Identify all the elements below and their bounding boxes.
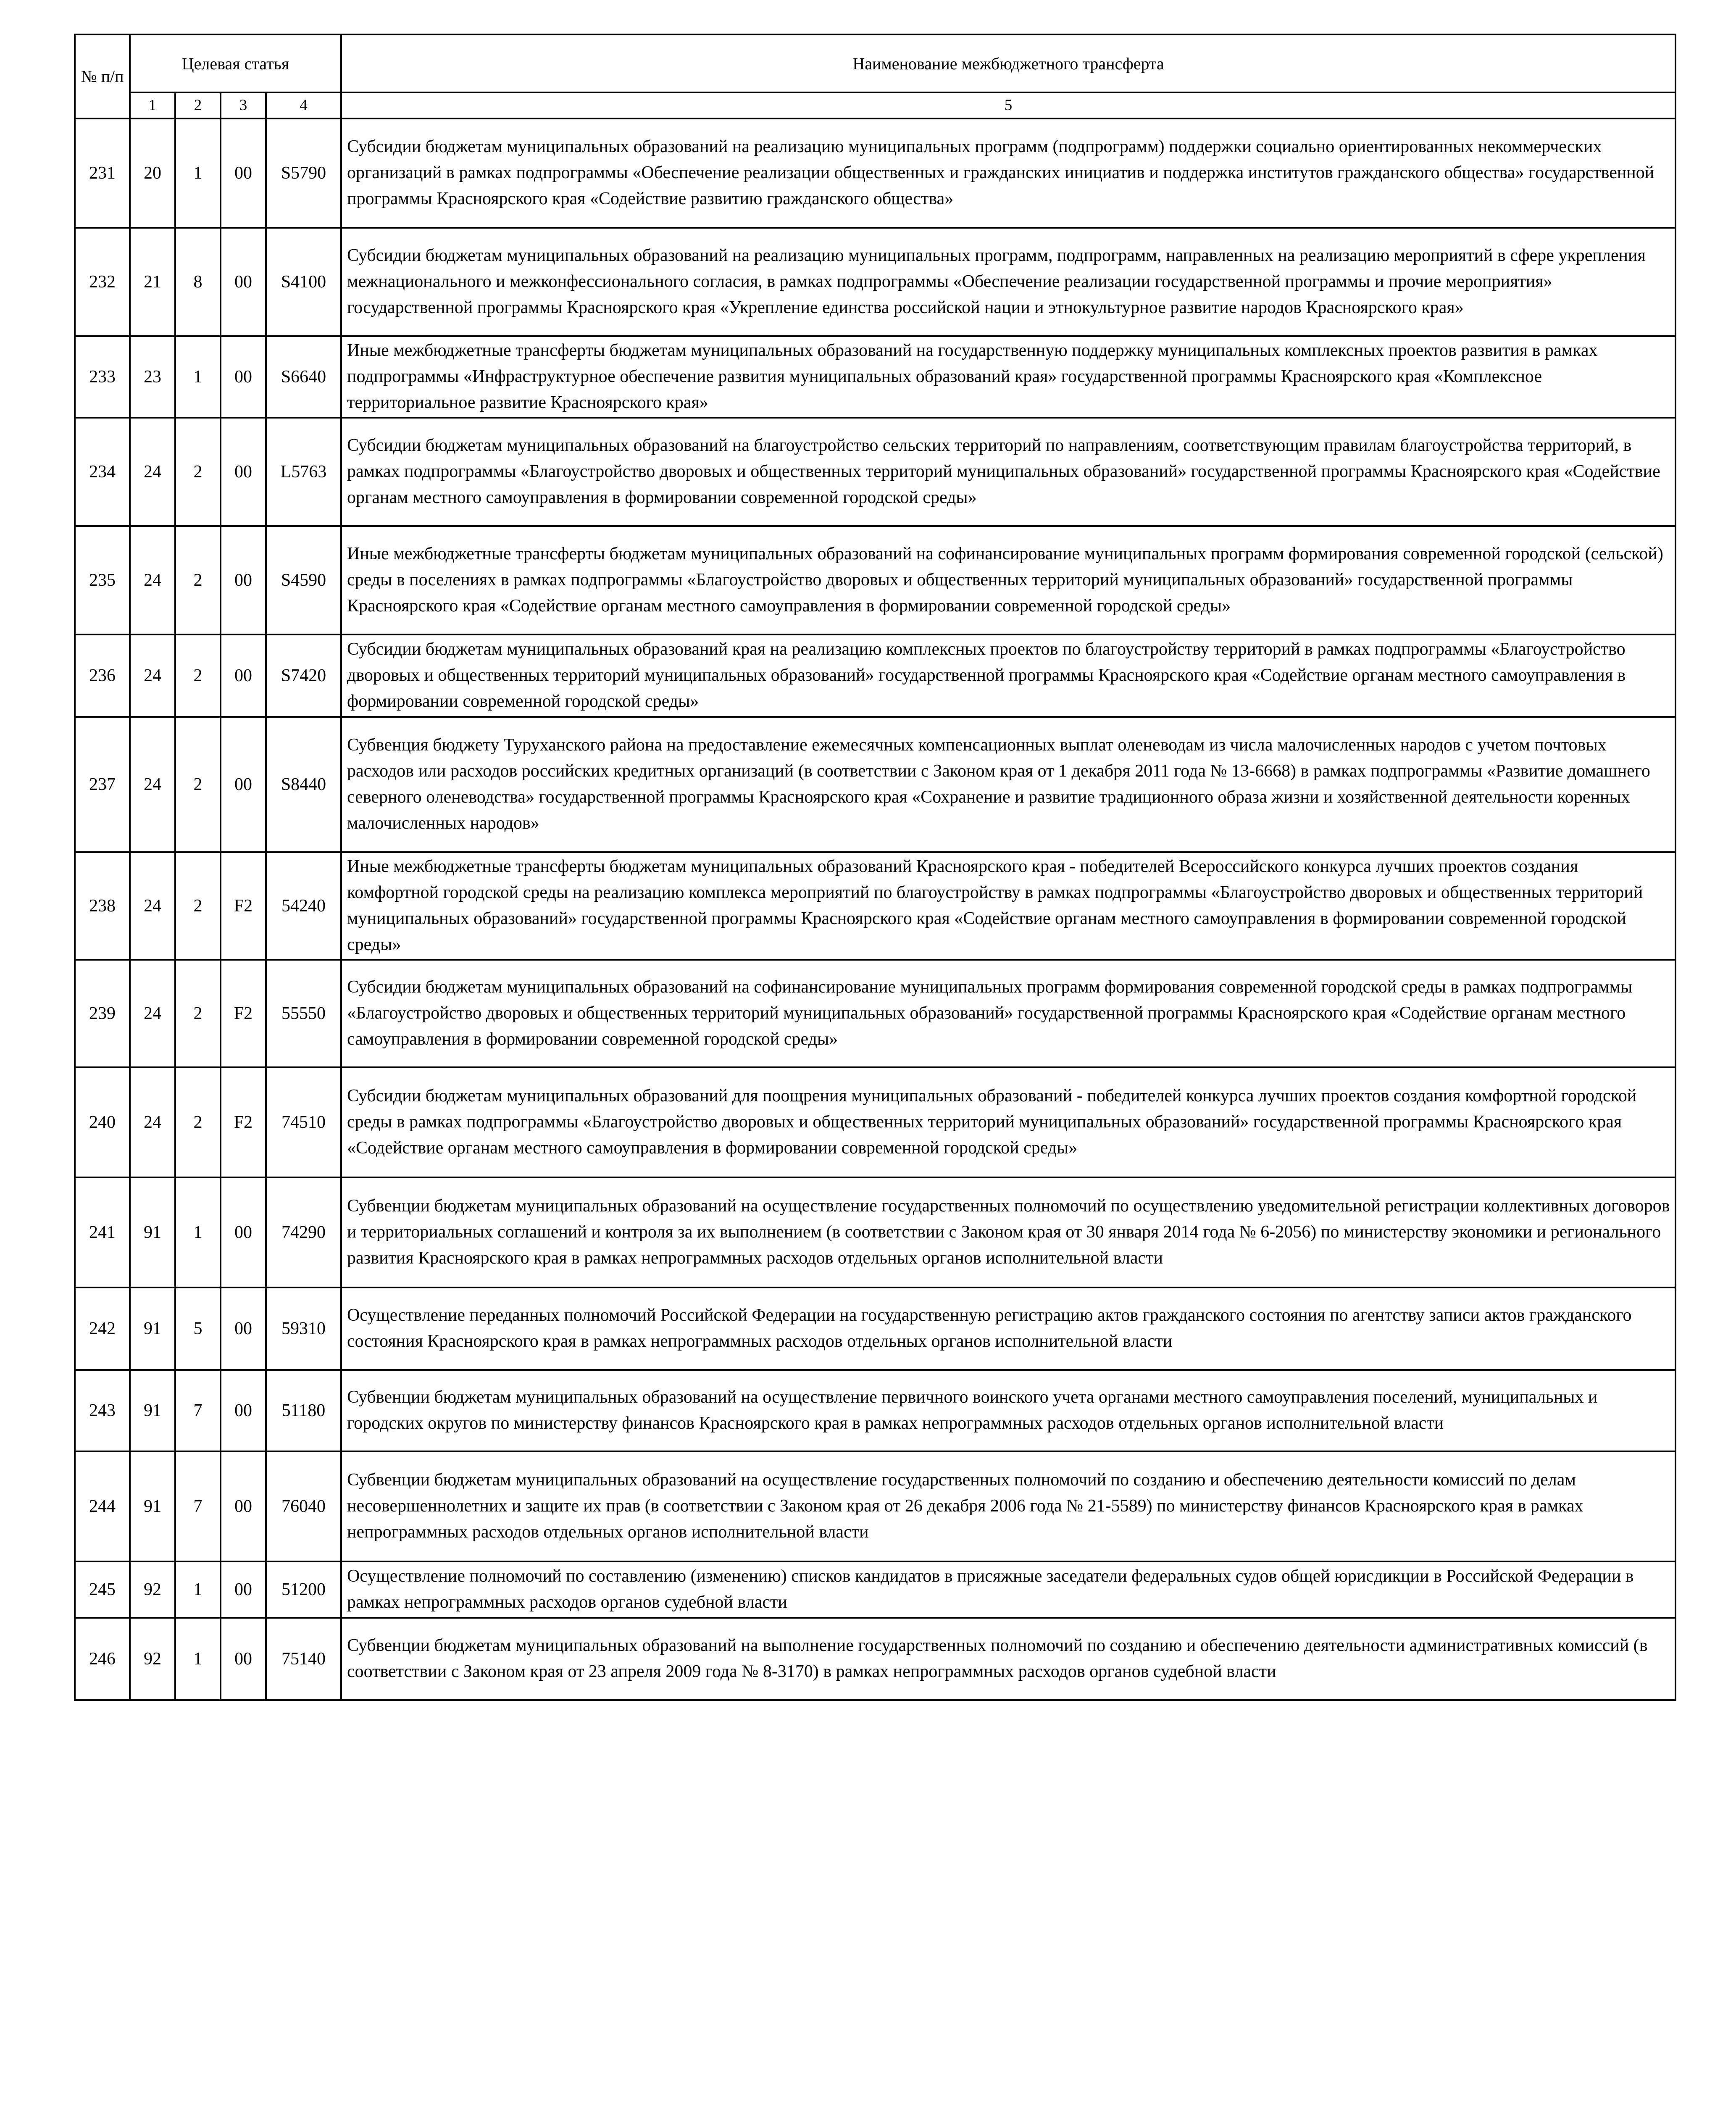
transfer-name-cell: Субсидии бюджетам муниципальных образований на софинансирование муниципальных программ формирования современной городской среды в рамках подпрограммы «Благоустройство дворовых и общественных территорий муниципальных образований» государственной программы Красноярского края «Содействие органам местного самоуправления в формировании современной городской среды» (341, 960, 1676, 1067)
transfer-name-cell: Субсидии бюджетам муниципальных образований для поощрения муниципальных образований - победителей конкурса лучших проектов создания комфортной городской среды в рамках подпрограммы «Благоустройство дворовых и общественных территорий муниципальных образований» государственной программы Красноярского края «Содействие органам местного самоуправления в формировании современной городской среды» (341, 1067, 1676, 1177)
target-code-part4-cell: 76040 (266, 1451, 341, 1561)
target-code-part3-cell: F2 (221, 1067, 266, 1177)
target-code-part4-cell: S5790 (266, 118, 341, 228)
target-code-part1-cell: 91 (130, 1451, 175, 1561)
row-number-cell: 242 (75, 1287, 130, 1370)
target-code-part1-cell: 24 (130, 1067, 175, 1177)
row-number-cell: 244 (75, 1451, 130, 1561)
row-number-cell: 246 (75, 1618, 130, 1700)
table-row (75, 418, 1676, 526)
target-code-part1-cell: 24 (130, 526, 175, 635)
transfer-name-cell: Субвенции бюджетам муниципальных образований на осуществление государственных полномочий по осуществлению уведомительной регистрации коллективных договоров и территориальных соглашений и контроля за их выполнением (в соответствии с Законом края от 30 января 2014 года № 6-2056) по министерству экономики и регионального развития Красноярского края в рамках непрограммных расходов отдельных органов исполнительной власти (341, 1177, 1676, 1287)
document-page (74, 34, 1675, 1701)
table-row (75, 1067, 1676, 1177)
header-transfer-name: Наименование межбюджетного трансферта (341, 34, 1676, 92)
target-code-part2-cell: 1 (175, 1177, 221, 1287)
target-code-part1-cell: 92 (130, 1561, 175, 1618)
table-row (75, 336, 1676, 418)
target-code-part3-cell: 00 (221, 1287, 266, 1370)
target-code-part2-cell: 1 (175, 1618, 221, 1700)
transfer-name-cell: Субсидии бюджетам муниципальных образований на благоустройство сельских территорий по направлениям, соответствующим правилам благоустройства территорий, в рамках подпрограммы «Благоустройство дворовых и общественных территорий муниципальных образований» государственной программы Красноярского края «Содействие органам местного самоуправления в формировании современной городской среды» (341, 418, 1676, 526)
row-number-cell: 241 (75, 1177, 130, 1287)
target-code-part4-cell: L5763 (266, 418, 341, 526)
column-number: 1 (130, 92, 175, 118)
target-code-part2-cell: 1 (175, 336, 221, 418)
target-code-part4-cell: 54240 (266, 852, 341, 960)
target-code-part4-cell: S7420 (266, 635, 341, 717)
transfer-name-cell: Субсидии бюджетам муниципальных образований на реализацию муниципальных программ, подпрограмм, направленных на реализацию мероприятий в сфере укрепления межнационального и межконфессионального согласия, в рамках подпрограммы «Обеспечение реализации государственной программы и прочие мероприятия» государственной программы Красноярского края «Укрепление единства российской нации и этнокультурное развитие народов Красноярского края» (341, 228, 1676, 336)
table-row (75, 526, 1676, 635)
target-code-part2-cell: 5 (175, 1287, 221, 1370)
table-header (75, 34, 1676, 118)
target-code-part3-cell: 00 (221, 1451, 266, 1561)
target-code-part2-cell: 2 (175, 526, 221, 635)
target-code-part2-cell: 2 (175, 852, 221, 960)
target-code-part3-cell: 00 (221, 1561, 266, 1618)
target-code-part4-cell: S4100 (266, 228, 341, 336)
row-number-cell: 233 (75, 336, 130, 418)
row-number-cell: 234 (75, 418, 130, 526)
header-row-number: № п/п (75, 34, 130, 118)
target-code-part2-cell: 2 (175, 418, 221, 526)
target-code-part3-cell: 00 (221, 1370, 266, 1451)
target-code-part4-cell: 74290 (266, 1177, 341, 1287)
transfer-name-cell: Иные межбюджетные трансферты бюджетам муниципальных образований на софинансирование муниципальных программ формирования современной городской (сельской) среды в поселениях в рамках подпрограммы «Благоустройство дворовых и общественных территорий муниципальных образований» государственной программы Красноярского края «Содействие органам местного самоуправления в формировании современной городской среды» (341, 526, 1676, 635)
target-code-part4-cell: 51200 (266, 1561, 341, 1618)
transfer-name-cell: Субвенция бюджету Туруханского района на предоставление ежемесячных компенсационных выплат оленеводам из числа малочисленных народов с учетом почтовых расходов или расходов российских кредитных организаций (в соответствии с Законом края от 1 декабря 2011 года № 13-6668) в рамках подпрограммы «Развитие домашнего северного оленеводства» государственной программы Красноярского края «Сохранение и развитие традиционного образа жизни и хозяйственной деятельности коренных малочисленных народов» (341, 717, 1676, 852)
target-code-part2-cell: 8 (175, 228, 221, 336)
column-number: 5 (341, 92, 1676, 118)
target-code-part3-cell: F2 (221, 960, 266, 1067)
target-code-part2-cell: 1 (175, 1561, 221, 1618)
target-code-part3-cell: 00 (221, 717, 266, 852)
column-number: 2 (175, 92, 221, 118)
transfer-name-cell: Субвенции бюджетам муниципальных образований на выполнение государственных полномочий по созданию и обеспечению деятельности административных комиссий (в соответствии с Законом края от 23 апреля 2009 года № 8-3170) в рамках непрограммных расходов органов судебной власти (341, 1618, 1676, 1700)
target-code-part2-cell: 1 (175, 118, 221, 228)
target-code-part4-cell: 75140 (266, 1618, 341, 1700)
target-code-part1-cell: 91 (130, 1287, 175, 1370)
table-row (75, 1561, 1676, 1618)
target-code-part2-cell: 2 (175, 960, 221, 1067)
table-row (75, 717, 1676, 852)
target-code-part4-cell: 59310 (266, 1287, 341, 1370)
target-code-part4-cell: 51180 (266, 1370, 341, 1451)
target-code-part3-cell: 00 (221, 228, 266, 336)
header-target-article: Целевая статья (130, 34, 341, 92)
transfer-name-cell: Субсидии бюджетам муниципальных образований на реализацию муниципальных программ (подпрограмм) поддержки социально ориентированных некоммерческих организаций в рамках подпрограммы «Обеспечение реализации общественных и гражданских инициатив и поддержка институтов гражданского общества» государственной программы Красноярского края «Содействие развитию гражданского общества» (341, 118, 1676, 228)
table-body (75, 118, 1676, 1700)
target-code-part2-cell: 7 (175, 1370, 221, 1451)
transfer-name-cell: Осуществление полномочий по составлению (изменению) списков кандидатов в присяжные заседатели федеральных судов общей юрисдикции в Российской Федерации в рамках непрограммных расходов органов судебной власти (341, 1561, 1676, 1618)
transfer-name-cell: Субвенции бюджетам муниципальных образований на осуществление государственных полномочий по созданию и обеспечению деятельности комиссий по делам несовершеннолетних и защите их прав (в соответствии с Законом края от 26 декабря 2006 года № 21-5589) по министерству финансов Красноярского края в рамках непрограммных расходов отдельных органов исполнительной власти (341, 1451, 1676, 1561)
target-code-part1-cell: 92 (130, 1618, 175, 1700)
column-number: 4 (266, 92, 341, 118)
transfers-table (74, 34, 1676, 1701)
row-number-cell: 231 (75, 118, 130, 228)
row-number-cell: 235 (75, 526, 130, 635)
table-row (75, 635, 1676, 717)
table-row (75, 1451, 1676, 1561)
target-code-part3-cell: 00 (221, 118, 266, 228)
table-row (75, 118, 1676, 228)
row-number-cell: 245 (75, 1561, 130, 1618)
target-code-part3-cell: 00 (221, 336, 266, 418)
table-row (75, 1618, 1676, 1700)
target-code-part1-cell: 24 (130, 717, 175, 852)
row-number-cell: 243 (75, 1370, 130, 1451)
table-row (75, 228, 1676, 336)
target-code-part1-cell: 91 (130, 1177, 175, 1287)
table-row (75, 1370, 1676, 1451)
target-code-part3-cell: 00 (221, 418, 266, 526)
target-code-part2-cell: 2 (175, 635, 221, 717)
target-code-part4-cell: S8440 (266, 717, 341, 852)
target-code-part4-cell: 74510 (266, 1067, 341, 1177)
transfer-name-cell: Субсидии бюджетам муниципальных образований края на реализацию комплексных проектов по благоустройству территорий в рамках подпрограммы «Благоустройство дворовых и общественных территорий муниципальных образований» государственной программы Красноярского края «Содействие органам местного самоуправления в формировании современной городской среды» (341, 635, 1676, 717)
target-code-part1-cell: 91 (130, 1370, 175, 1451)
column-number: 3 (221, 92, 266, 118)
row-number-cell: 238 (75, 852, 130, 960)
target-code-part2-cell: 2 (175, 717, 221, 852)
target-code-part1-cell: 24 (130, 418, 175, 526)
target-code-part1-cell: 21 (130, 228, 175, 336)
row-number-cell: 237 (75, 717, 130, 852)
target-code-part3-cell: F2 (221, 852, 266, 960)
target-code-part3-cell: 00 (221, 635, 266, 717)
target-code-part1-cell: 23 (130, 336, 175, 418)
transfer-name-cell: Осуществление переданных полномочий Российской Федерации на государственную регистрацию актов гражданского состояния по агентству записи актов гражданского состояния Красноярского края в рамках непрограммных расходов отдельных органов исполнительной власти (341, 1287, 1676, 1370)
table-row (75, 1287, 1676, 1370)
row-number-cell: 236 (75, 635, 130, 717)
target-code-part4-cell: 55550 (266, 960, 341, 1067)
target-code-part1-cell: 24 (130, 960, 175, 1067)
row-number-cell: 239 (75, 960, 130, 1067)
target-code-part1-cell: 24 (130, 635, 175, 717)
target-code-part3-cell: 00 (221, 1618, 266, 1700)
target-code-part4-cell: S4590 (266, 526, 341, 635)
transfer-name-cell: Иные межбюджетные трансферты бюджетам муниципальных образований на государственную поддержку муниципальных комплексных проектов развития в рамках подпрограммы «Инфраструктурное обеспечение развития муниципальных образований края» государственной программы Красноярского края «Комплексное территориальное развитие Красноярского края» (341, 336, 1676, 418)
target-code-part1-cell: 20 (130, 118, 175, 228)
row-number-cell: 240 (75, 1067, 130, 1177)
target-code-part1-cell: 24 (130, 852, 175, 960)
target-code-part2-cell: 7 (175, 1451, 221, 1561)
table-row (75, 1177, 1676, 1287)
target-code-part2-cell: 2 (175, 1067, 221, 1177)
target-code-part4-cell: S6640 (266, 336, 341, 418)
transfer-name-cell: Иные межбюджетные трансферты бюджетам муниципальных образований Красноярского края - победителей Всероссийского конкурса лучших проектов создания комфортной городской среды на реализацию комплекса мероприятий по благоустройству в рамках подпрограммы «Благоустройство дворовых и общественных территорий муниципальных образований» государственной программы Красноярского края «Содействие органам местного самоуправления в формировании современной городской среды» (341, 852, 1676, 960)
transfer-name-cell: Субвенции бюджетам муниципальных образований на осуществление первичного воинского учета органами местного самоуправления поселений, муниципальных и городских округов по министерству финансов Красноярского края в рамках непрограммных расходов отдельных органов исполнительной власти (341, 1370, 1676, 1451)
table-row (75, 960, 1676, 1067)
row-number-cell: 232 (75, 228, 130, 336)
target-code-part3-cell: 00 (221, 526, 266, 635)
table-row (75, 852, 1676, 960)
target-code-part3-cell: 00 (221, 1177, 266, 1287)
